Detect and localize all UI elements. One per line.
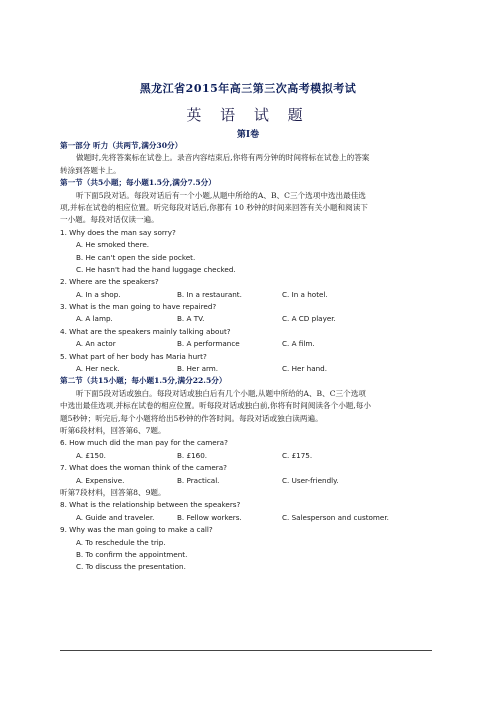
answer-options [60,450,438,462]
instruction-text: 中选出最佳选项,并标在试卷的相应位置。听每段对话或独白前,你将有时间阅读各个小题,每小 [60,401,371,411]
subject-title: 英 语 试 题 [186,106,310,124]
answer-option: C. To discuss the presentation. [76,562,186,572]
answer-option: C. £175. [282,450,313,460]
exam-body [60,140,438,574]
answer-option: A. Her neck. [76,364,120,374]
answer-options [60,313,438,325]
answer-option: C. User-friendly. [282,475,339,485]
instruction-text: 听下面5段对话。每段对话后有一个小题,从题中所给的A、B、C三个选项中选出最佳选 [76,190,366,200]
answer-option: A. Guide and traveler. [76,512,155,522]
answer-options [60,264,438,276]
section-heading: 第一部分 听力（共两节,满分30分） [60,141,183,150]
answer-option: B. To confirm the appointment. [76,549,188,559]
answer-option: B. Practical. [177,475,220,485]
answer-options [60,561,438,573]
answer-options [60,512,438,524]
instruction-text: 听第6段材料，回答第6、7题。 [60,425,166,435]
answer-option: A. To reschedule the trip. [76,537,166,547]
answer-options [60,338,438,350]
answer-option: B. In a restaurant. [177,289,242,299]
question-text: 4. What are the speakers mainly talking about? [60,326,231,336]
exam-title: 黑龙江省2015年高三第三次高考模拟考试 [139,82,357,95]
answer-option: A. £150. [76,450,106,460]
answer-options [60,239,438,251]
instruction-text: 项,并标在试卷的相应位置。听完每段对话后,你都有 10 秒钟的时间来回答有关小题和阅读下 [60,202,368,212]
question-text: 9. Why was the man going to make a call? [60,525,213,535]
answer-option: C. A film. [282,339,315,349]
answer-option: A. In a shop. [76,289,121,299]
answer-option: B. He can't open the side pocket. [76,252,196,262]
answer-option: A. A lamp. [76,314,113,324]
question-text: 2. Where are the speakers? [60,277,159,287]
answer-option: B. Her arm. [177,364,219,374]
volume-label: 第I卷 [236,130,260,140]
answer-options [60,475,438,487]
instruction-text: 听下面5段对话或独白。每段对话或独白后有几个小题,从题中所给的A、B、C三个选项 [76,388,366,398]
instruction-text: 题5秒钟；听完后,每个小题将给出5秒钟的作答时间。每段对话或独白读两遍。 [60,413,323,423]
instruction-text: 转涂到答题卡上。 [60,165,121,175]
answer-option: C. A CD player. [282,314,336,324]
answer-option: B. A TV. [177,314,205,324]
answer-options [60,363,438,375]
question-text: 8. What is the relationship between the speakers? [60,500,241,510]
question-text: 5. What part of her body has Maria hurt? [60,351,207,361]
answer-option: A. Expensive. [76,475,125,485]
instruction-text: 做题时,先将答案标在试卷上。录音内容结束后,你将有两分钟的时间将标在试卷上的答案 [76,153,370,163]
answer-option: B. A performance [177,339,240,349]
answer-option: B. Fellow workers. [177,512,242,522]
answer-options [60,289,438,301]
instruction-text: 一小题。每段对话仅读一遍。 [60,215,159,225]
answer-option: C. Her hand. [282,364,328,374]
section-heading: 第一节（共5小题；每小题1.5分,满分7.5分） [60,178,216,188]
answer-options [60,537,438,549]
section-heading: 第二节（共15小题；每小题1.5分,满分22.5分） [60,376,227,386]
page-divider [60,650,432,651]
question-text: 1. Why does the man say sorry? [60,227,176,237]
question-text: 3. What is the man going to have repaired? [60,302,217,312]
question-text: 7. What does the woman think of the camera? [60,463,227,473]
instruction-text: 听第7段材料，回答第8、9题。 [60,487,166,497]
answer-option: C. In a hotel. [282,289,328,299]
answer-option: C. Salesperson and customer. [282,512,389,522]
answer-options [60,252,438,264]
answer-option: B. £160. [177,450,208,460]
answer-option: C. He hasn't had the hand luggage checked. [76,264,236,274]
answer-option: A. An actor [76,339,116,349]
answer-options [60,549,438,561]
answer-option: A. He smoked there. [76,240,150,250]
question-text: 6. How much did the man pay for the camera? [60,438,228,448]
